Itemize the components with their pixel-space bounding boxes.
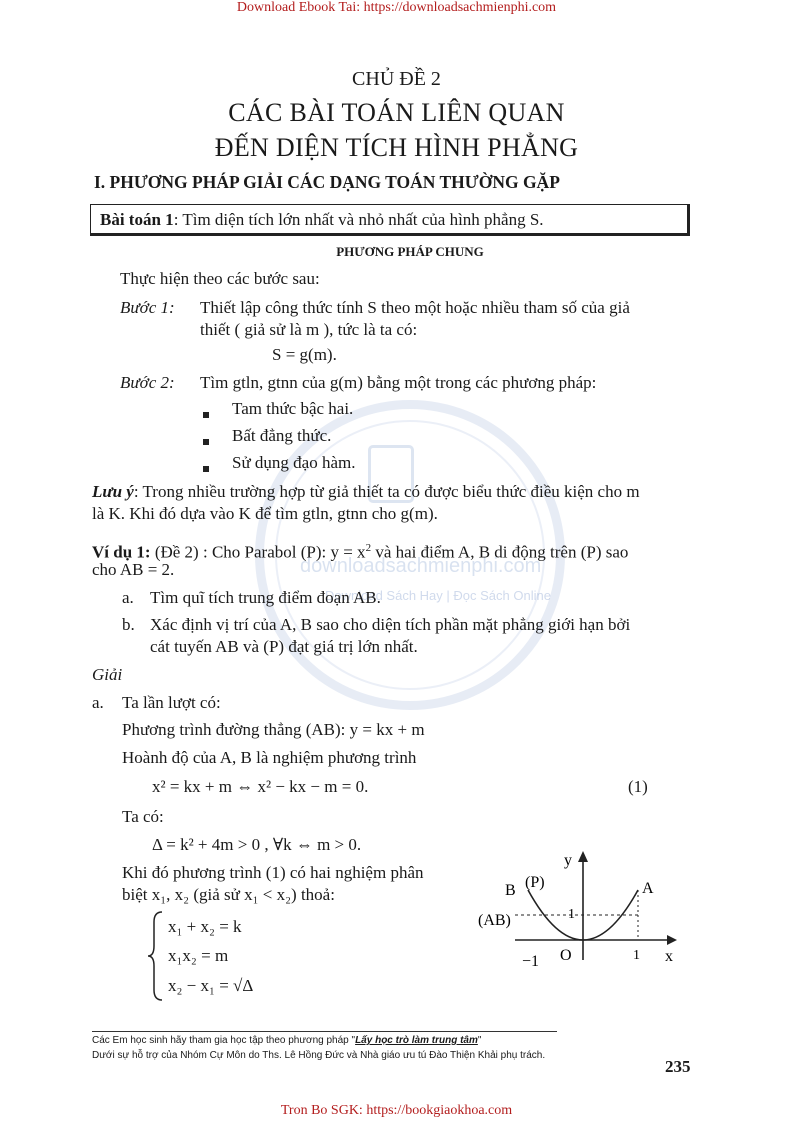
watermark-text: downloadsachmienphi.com (300, 555, 542, 577)
section-heading: I. PHƯƠNG PHÁP GIẢI CÁC DẠNG TOÁN THƯỜNG GẶP (94, 172, 560, 192)
y-axis-arrow-icon (578, 851, 588, 862)
header-download-link[interactable]: Download Ebook Tai: https://downloadsachmienphi.com (236, 0, 557, 15)
footnote-divider (92, 1031, 557, 1032)
graph-label-a: A (642, 880, 654, 897)
intro-text: Thực hiện theo các bước sau: (120, 269, 320, 288)
method-item: Tam thức bậc hai. (232, 399, 354, 418)
step2-label: Bước 2: (120, 373, 175, 392)
page-number: 235 (665, 1057, 691, 1076)
system-brace (146, 910, 166, 1002)
graph-label-o: O (560, 947, 572, 964)
part-b-label: b. (122, 615, 135, 634)
note-line1 (92, 481, 640, 503)
step1-formula: S = g(m). (272, 345, 337, 364)
method-item: Sử dụng đạo hàm. (232, 453, 356, 472)
note-text: : Trong nhiều trường hợp từ giả thiết ta có được biểu thức điều kiện cho m (133, 482, 640, 501)
example-label: Ví dụ 1: (92, 542, 151, 562)
footer-sgk-link[interactable]: Tron Bo SGK: https://bookgiaokhoa.com (280, 1103, 513, 1118)
graph-label-minus1: −1 (522, 953, 540, 970)
bullet-square-icon (203, 432, 209, 450)
step2-text: Tìm gtln, gtnn của g(m) bằng một trong các phương pháp: (200, 373, 597, 392)
x-axis-arrow-icon (667, 935, 677, 945)
part-b-line2: cát tuyến AB và (P) đạt giá trị lớn nhất. (150, 637, 418, 656)
graph-label-1y: 1 (568, 907, 575, 922)
problem-statement (100, 210, 544, 230)
problem-text: : Tìm diện tích lớn nhất và nhỏ nhất của hình phẳng S. (173, 210, 544, 229)
system-eq: x₁x₂ = m (168, 946, 229, 965)
watermark-subtext: Download Sách Hay | Đọc Sách Online (325, 588, 551, 603)
example-line1: Ví dụ 1: (Đề 2) : Cho Parabol (P): $y = x^2$ và hai điểm A, B di động trên (P) sao (92, 542, 629, 562)
sol-roots-text: Hoành độ của A, B là nghiệm phương trình (122, 748, 417, 767)
problem-label: Bài toán 1 (100, 210, 174, 229)
graph-label-x: x (665, 948, 673, 965)
part-a-text: Tìm quĩ tích trung điểm đoạn AB. (150, 588, 381, 607)
sol-taco: Ta có: (122, 807, 164, 826)
parabola-graph (470, 845, 685, 970)
delta-equation: Δ = k² + 4m > 0 , ∀k ⇔ m > 0. (152, 835, 362, 854)
part-a-label: a. (122, 588, 134, 607)
khi-line1: Khi đó phương trình (1) có hai nghiệm phân (122, 863, 424, 882)
note-line2: là K. Khi đó dựa vào K để tìm gtln, gtnn cho g(m). (92, 504, 438, 523)
system-eq: x₂ − x₁ = √Δ (168, 976, 254, 995)
bullet-square-icon (203, 459, 209, 477)
example-line2: cho AB = 2. (92, 560, 175, 579)
chapter-label: CHỦ ĐỀ 2 (352, 68, 441, 90)
method-heading: PHƯƠNG PHÁP CHUNG (336, 244, 484, 259)
graph-label-ab: (AB) (478, 912, 511, 929)
equation-1: x² = kx + m ⇔ x² − kx − m = 0. (152, 777, 369, 796)
graph-label-1x: 1 (633, 948, 640, 963)
system-eq: x₁ + x₂ = k (168, 917, 242, 936)
note-label: Lưu ý (92, 482, 134, 501)
sol-a-label: a. (92, 693, 104, 712)
page-title-line1: CÁC BÀI TOÁN LIÊN QUAN (228, 98, 565, 127)
page-title-line2: ĐẾN DIỆN TÍCH HÌNH PHẲNG (214, 133, 579, 162)
graph-label-b: B (505, 882, 516, 899)
khi-line2: biệt x₁, x₂ (giả sử x₁ < x₂) thoả: (122, 885, 335, 904)
part-b-line1: Xác định vị trí của A, B sao cho diện tích phần mặt phẳng giới hạn bởi (150, 615, 631, 634)
solution-heading: Giải (92, 665, 123, 684)
step1-line2: thiết ( giả sử là m ), tức là ta có: (200, 320, 418, 339)
bullet-square-icon (203, 405, 209, 423)
graph-label-p: (P) (525, 874, 545, 891)
footnote-line1: Các Em học sinh hãy tham gia học tập theo phương pháp "Lấy học trò làm trung tâm" (92, 1035, 482, 1046)
footnote-line2: Dưới sự hỗ trợ của Nhóm Cự Môn do Ths. Lê Hồng Đức và Nhà giáo ưu tú Đào Thiện Khải phụ trách. (92, 1050, 546, 1061)
sol-line-equation: Phương trình đường thẳng (AB): y = kx + m (122, 720, 425, 739)
graph-label-y: y (564, 852, 572, 869)
method-item: Bất đẳng thức. (232, 426, 332, 445)
step1-label: Bước 1: (120, 298, 175, 317)
step1-line1: Thiết lập công thức tính S theo một hoặc nhiều tham số của giả (200, 298, 630, 317)
sol-a-line1: Ta lần lượt có: (122, 693, 221, 712)
equation-1-number: (1) (628, 777, 648, 796)
